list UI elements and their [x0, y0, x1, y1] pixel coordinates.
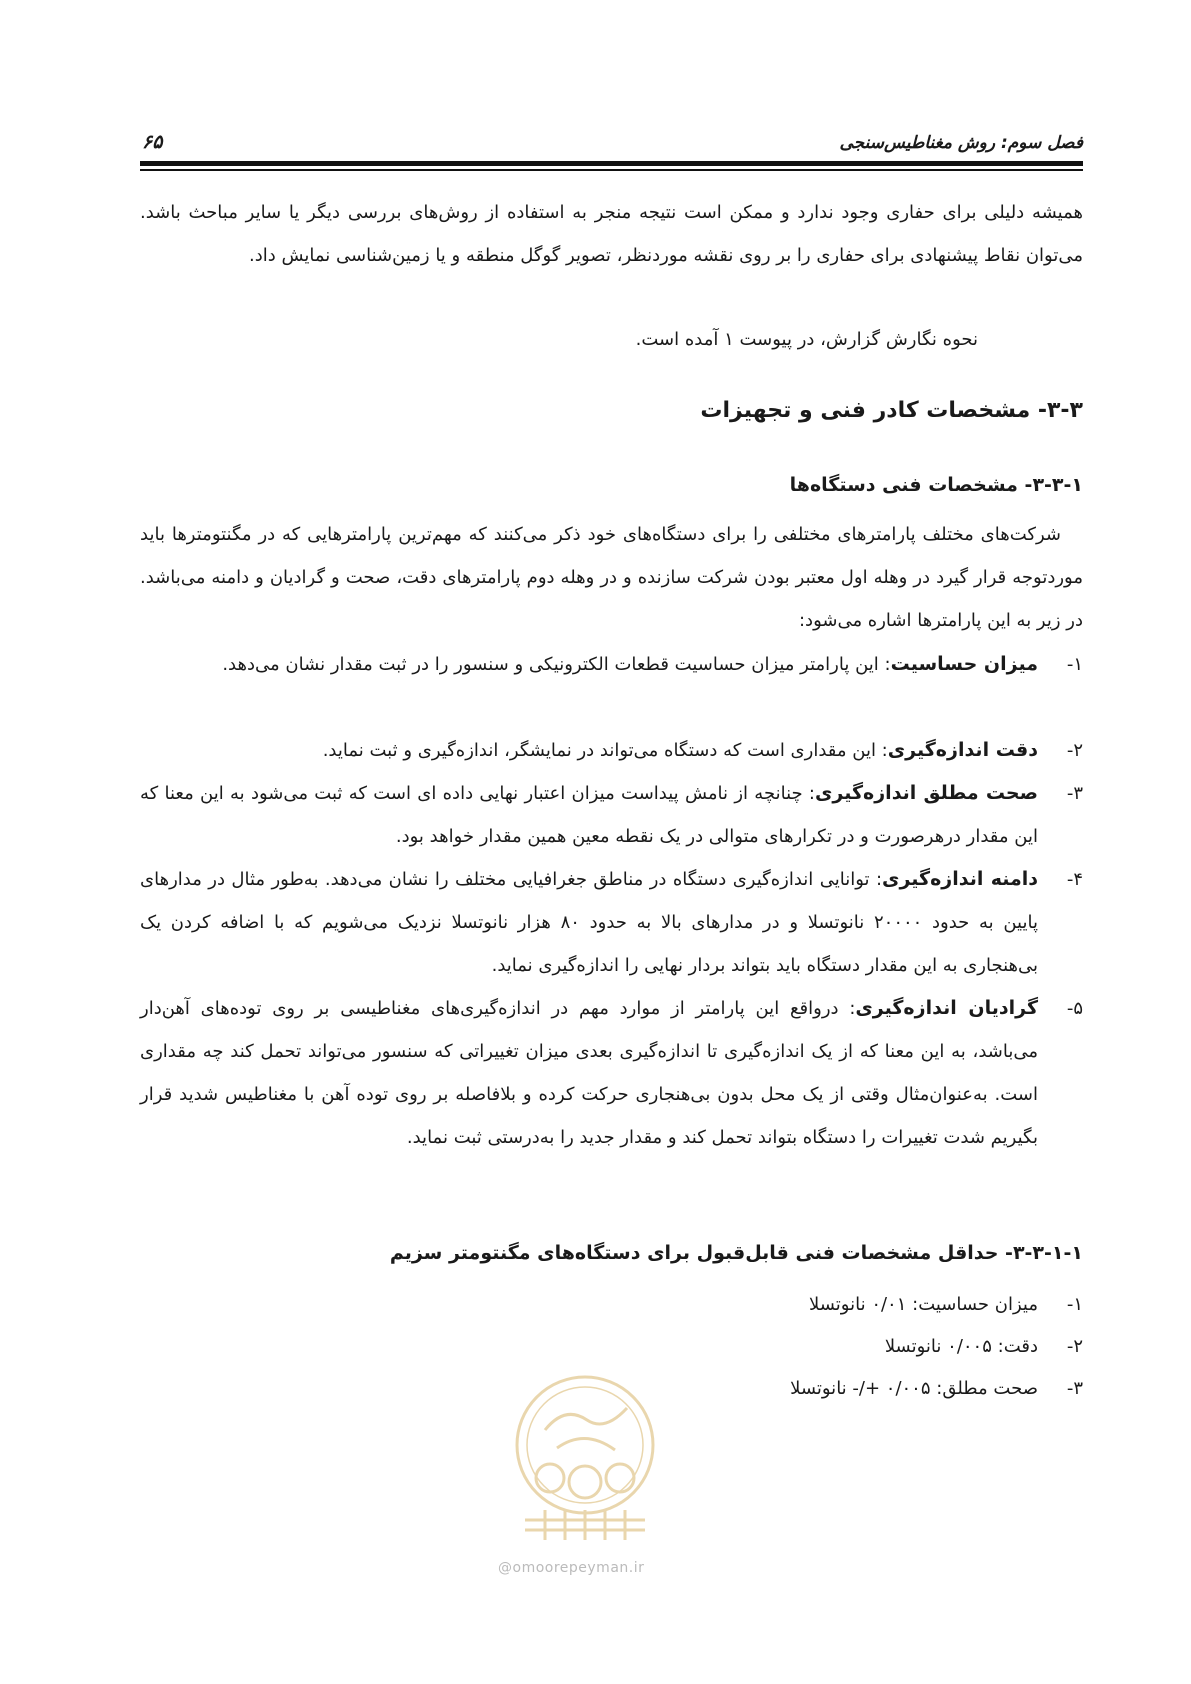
list-item-number: ۳-	[1066, 783, 1083, 804]
list-item-term: صحت مطلق اندازه‌گیری	[814, 782, 1038, 804]
spec-item-text: صحت مطلق: ۰/۰۰۵ +/- نانوتسلا	[790, 1378, 1038, 1399]
list-item-text: : این مقداری است که دستگاه می‌تواند در نمایشگر، اندازه‌گیری و ثبت نماید.	[322, 740, 888, 761]
spec-item	[885, 1325, 1083, 1368]
spec-item	[790, 1367, 1083, 1410]
list-item-text: : درواقع این پارامتر از موارد مهم در اندازه‌گیری‌های مغناطیسی بر روی توده‌های آهن‌دار می‌باشد، به این معنا که از یک اندازه‌گیری تا اندازه‌گیری بعدی میزان تغییراتی که سنسور می‌تواند تحمل کند چه مقداری است. به‌عنوان‌مثال وقتی از یک محل بدون بی‌هنجاری حرکت کرده و بلافاصله بر روی توده آهن با مغناطیس شدید قرار بگیریم شدت تغییرات را دستگاه بتواند تحمل کند و مقدار جدید را به‌درستی ثبت نماید.	[140, 998, 1038, 1148]
header-rule-thick	[140, 161, 1083, 166]
watermark-logo-icon	[505, 1370, 665, 1545]
spec-item-number: ۲-	[1066, 1336, 1083, 1357]
list-item-term: دامنه اندازه‌گیری	[882, 868, 1039, 890]
list-item-term: گرادیان اندازه‌گیری	[855, 997, 1038, 1019]
header-rule-thin	[140, 169, 1083, 171]
spec-item-number: ۳-	[1066, 1378, 1083, 1399]
list-item	[140, 987, 1083, 1159]
page-number: ۶۵	[142, 131, 163, 153]
list-item-number: ۵-	[1066, 998, 1083, 1019]
report-writing-note: نحوه نگارش گزارش، در پیوست ۱ آمده است.	[635, 329, 978, 350]
list-item	[140, 729, 1083, 772]
spec-item-number: ۱-	[1066, 1294, 1083, 1315]
watermark-site-text: @omoorepeyman.ir	[498, 1560, 645, 1576]
spec-item-text: میزان حساسیت: ۰/۰۱ نانوتسلا	[808, 1294, 1038, 1315]
list-item	[140, 772, 1083, 858]
list-item-term: دقت اندازه‌گیری	[887, 739, 1038, 761]
subsection-heading: ۳-۳-۱- مشخصات فنی دستگاه‌ها	[789, 474, 1083, 496]
list-item-text: : این پارامتر میزان حساسیت قطعات الکترونیکی و سنسور را در ثبت مقدار نشان می‌دهد.	[222, 654, 891, 675]
running-header-chapter-title: فصل سوم: روش مغناطیس‌سنجی	[839, 133, 1083, 153]
devices-intro-paragraph: شرکت‌های مختلف پارامترهای مختلفی را برای دستگاه‌های خود ذکر می‌کنند که مهم‌ترین پارامترهایی که در مگنتومترها باید موردتوجه قرار گیرد در وهله اول معتبر بودن شرکت سازنده و در وهله دوم پارامترهای دقت، صحت و گرادیان و دامنه می‌باشد. در زیر به این پارامترها اشاره می‌شود:	[140, 524, 1083, 631]
list-item-text: : توانایی اندازه‌گیری دستگاه در مناطق جغرافیایی مختلف را نشان می‌دهد. به‌طور مثال در مدارهای پایین به حدود ۲۰۰۰۰ نانوتسلا و در مدارهای بالا به حدود ۸۰ هزار نانوتسلا نزدیک می‌شویم که با اضافه کردن یک بی‌هنجاری به این مقدار دستگاه باید بتواند بردار نهایی را اندازه‌گیری نماید.	[140, 869, 1038, 976]
intro-paragraph: همیشه دلیلی برای حفاری وجود ندارد و ممکن است نتیجه منجر به استفاده از روش‌های بررسی دیگر یا سایر مباحث باشد. می‌توان نقاط پیشنهادی برای حفاری را بر روی نقشه موردنظر، تصویر گوگل منطقه و یا زمین‌شناسی نمایش داد.	[140, 202, 1083, 266]
list-item-number: ۴-	[1066, 869, 1083, 890]
spec-item	[809, 1283, 1083, 1326]
section-heading: ۳-۳- مشخصات کادر فنی و تجهیزات	[700, 398, 1083, 423]
list-item	[140, 643, 1083, 686]
list-item	[140, 858, 1083, 987]
list-item-number: ۲-	[1066, 740, 1083, 761]
list-item-term: میزان حساسیت	[890, 653, 1038, 675]
list-item-number: ۱-	[1066, 654, 1083, 675]
sub-subsection-heading: ۳-۳-۱-۱- حداقل مشخصات فنی قابل‌قبول برای دستگاه‌های مگنتومتر سزیم	[389, 1242, 1083, 1264]
spec-item-text: دقت: ۰/۰۰۵ نانوتسلا	[884, 1336, 1038, 1357]
list-item-text: : چنانچه از نامش پیداست میزان اعتبار نهایی داده ای است که ثبت می‌شود به این معنا که این مقدار درهرصورت و در تکرارهای متوالی در یک نقطه معین همین مقدار خواهد بود.	[140, 783, 1038, 847]
